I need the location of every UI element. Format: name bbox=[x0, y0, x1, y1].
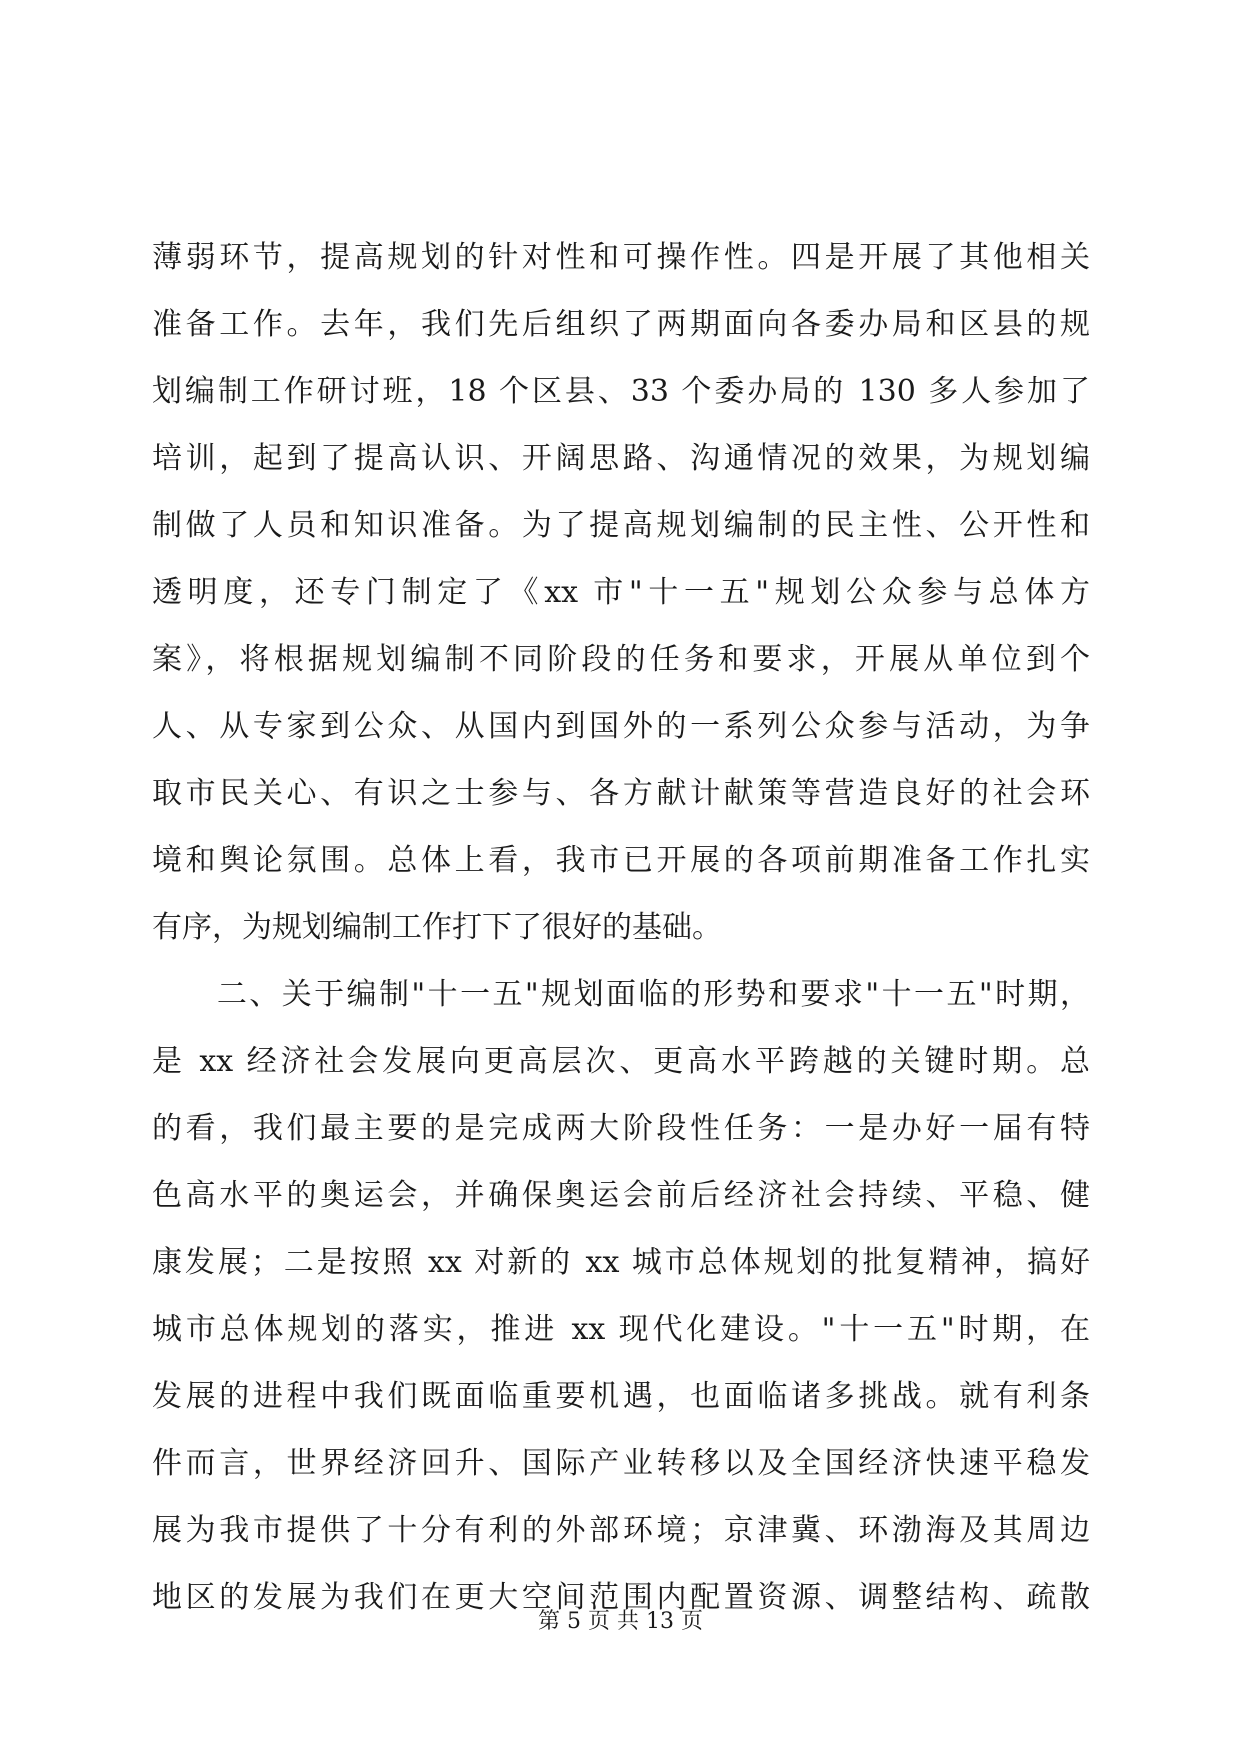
text-line: 康发展；二是按照 xx 对新的 xx 城市总体规划的批复精神，搞好 bbox=[152, 1245, 1090, 1280]
text-line: 件而言，世界经济回升、国际产业转移以及全国经济快速平稳发 bbox=[152, 1446, 1090, 1481]
text-line: 取市民关心、有识之士参与、各方献计献策等营造良好的社会环 bbox=[152, 776, 1090, 811]
text-line: 案》，将根据规划编制不同阶段的任务和要求，开展从单位到个 bbox=[152, 642, 1090, 677]
text-line: 准备工作。去年，我们先后组织了两期面向各委办局和区县的规 bbox=[152, 307, 1090, 342]
text-line: 城市总体规划的落实，推进 xx 现代化建设。"十一五"时期，在 bbox=[152, 1312, 1090, 1347]
section-heading-line: 二、关于编制"十一五"规划面临的形势和要求"十一五"时期， bbox=[152, 977, 1090, 1012]
page-number-footer: 第 5 页 共 13 页 bbox=[538, 1609, 703, 1634]
text-line: 透明度，还专门制定了《xx 市"十一五"规划公众参与总体方 bbox=[152, 575, 1090, 610]
text-line: 薄弱环节，提高规划的针对性和可操作性。四是开展了其他相关 bbox=[152, 240, 1090, 275]
text-line: 的看，我们最主要的是完成两大阶段性任务：一是办好一届有特 bbox=[152, 1111, 1090, 1146]
text-line: 展为我市提供了十分有利的外部环境；京津冀、环渤海及其周边 bbox=[152, 1513, 1090, 1548]
text-line: 人、从专家到公众、从国内到国外的一系列公众参与活动，为争 bbox=[152, 709, 1090, 744]
text-line: 发展的进程中我们既面临重要机遇，也面临诸多挑战。就有利条 bbox=[152, 1379, 1090, 1414]
text-line: 地区的发展为我们在更大空间范围内配置资源、调整结构、疏散 bbox=[152, 1580, 1090, 1615]
text-line: 制做了人员和知识准备。为了提高规划编制的民主性、公开性和 bbox=[152, 508, 1090, 543]
body-text bbox=[152, 224, 1090, 1631]
text-line: 培训，起到了提高认识、开阔思路、沟通情况的效果，为规划编 bbox=[152, 441, 1090, 476]
text-line: 境和舆论氛围。总体上看，我市已开展的各项前期准备工作扎实 bbox=[152, 843, 1090, 878]
text-line: 色高水平的奥运会，并确保奥运会前后经济社会持续、平稳、健 bbox=[152, 1178, 1090, 1213]
text-line: 是 xx 经济社会发展向更高层次、更高水平跨越的关键时期。总 bbox=[152, 1044, 1090, 1079]
text-line: 划编制工作研讨班，18 个区县、33 个委办局的 130 多人参加了 bbox=[152, 374, 1090, 409]
text-line: 有序，为规划编制工作打下了很好的基础。 bbox=[152, 910, 722, 945]
